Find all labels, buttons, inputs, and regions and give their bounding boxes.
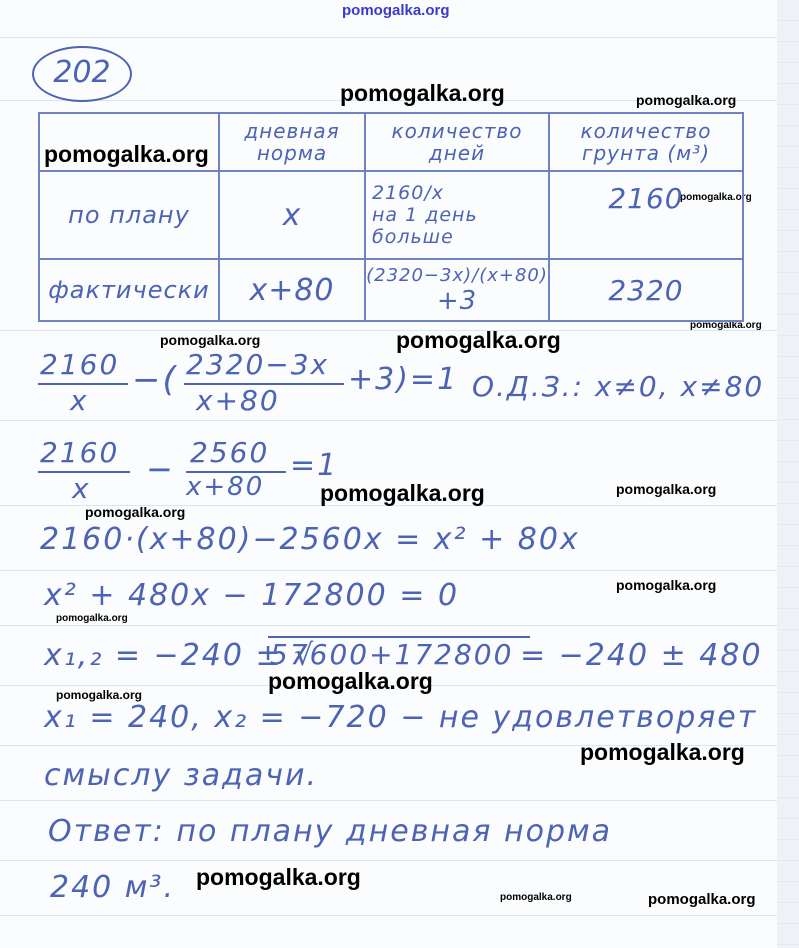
solution-line: x₁,₂ = −240 ± √ (44, 638, 316, 673)
watermark: pomogalka.org (340, 80, 505, 106)
radicand: 57600+172800 (270, 638, 514, 671)
eq1-frac-num: 2320−3x (186, 348, 330, 381)
table-header: дневная норма (219, 113, 365, 171)
solution-line: x² + 480x − 172800 = 0 (44, 578, 460, 613)
row-norm: x (219, 171, 365, 259)
row-label: фактически (39, 259, 219, 321)
row-norm: x+80 (219, 259, 365, 321)
watermark: pomogalka.org (500, 892, 572, 903)
days-fraction: 2160/x (372, 182, 444, 204)
eq1-tail: +3)=1 (348, 362, 459, 397)
watermark: pomogalka.org (44, 141, 209, 167)
eq2-minus: − (146, 450, 175, 488)
watermark: pomogalka.org (56, 688, 143, 702)
eq1-left-den: x (70, 384, 89, 417)
eq2-a-den: x (72, 472, 91, 505)
solution-line: 2160·(x+80)−2560x = x² + 80x (40, 522, 580, 557)
eq1-left-num: 2160 (40, 348, 120, 381)
watermark: pomogalka.org (636, 92, 737, 108)
watermark: pomogalka.org (320, 480, 485, 506)
watermark: pomogalka.org (690, 320, 762, 331)
table-corner (39, 113, 219, 171)
solution-line: смыслу задачи. (44, 758, 318, 793)
answer-line: Ответ: по плану дневная норма (48, 814, 613, 849)
row-amount: 2160 (549, 171, 743, 259)
eq2-a-num: 2160 (40, 436, 120, 469)
watermark: pomogalka.org (85, 504, 186, 520)
data-table (38, 112, 744, 322)
answer-line: 240 м³. (50, 870, 175, 905)
eq1-minus: −( (132, 360, 178, 400)
row-label: по плану (39, 171, 219, 259)
days-note: на 1 день больше (372, 204, 478, 248)
watermark: pomogalka.org (648, 891, 756, 908)
table-header: количество дней (365, 113, 549, 171)
table-header: количество грунта (м³) (549, 113, 743, 171)
days-fraction: (2320−3x)/(x+80) (366, 264, 548, 286)
watermark: pomogalka.org (396, 327, 561, 353)
watermark-top: pomogalka.org (342, 2, 450, 19)
odz: О.Д.З.: x≠0, x≠80 (472, 370, 765, 403)
eq2-tail: =1 (290, 448, 339, 483)
solution-line: x₁ = 240, x₂ = −720 − не удовлетворяет (44, 700, 758, 735)
eq2-b-num: 2560 (190, 436, 270, 469)
watermark: pomogalka.org (616, 577, 717, 593)
row-days (365, 171, 549, 259)
watermark: pomogalka.org (616, 481, 717, 497)
watermark: pomogalka.org (160, 332, 261, 348)
watermark: pomogalka.org (268, 668, 433, 694)
row-amount: 2320 (549, 259, 743, 321)
solution-line: = −240 ± 480 (520, 638, 763, 673)
watermark: pomogalka.org (680, 192, 752, 203)
eq2-b-den: x+80 (186, 472, 265, 502)
row-days (365, 259, 549, 321)
days-plus: +3 (436, 285, 478, 316)
watermark: pomogalka.org (56, 613, 128, 624)
problem-number: 202 (32, 46, 132, 102)
notebook-edge (777, 0, 799, 948)
watermark: pomogalka.org (196, 864, 361, 890)
watermark: pomogalka.org (580, 739, 745, 765)
eq1-frac-den: x+80 (196, 384, 280, 417)
